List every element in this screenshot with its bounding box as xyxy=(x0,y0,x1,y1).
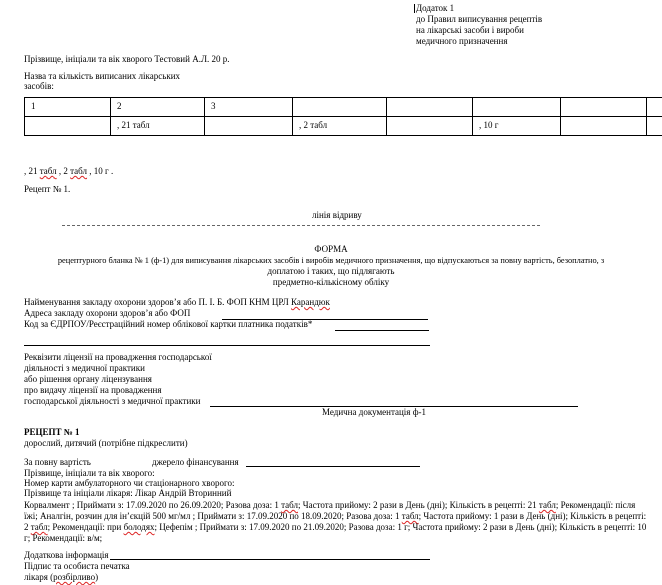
medical-documentation: Медична документація ф-1 xyxy=(322,407,427,417)
table-cell xyxy=(293,98,387,117)
table-cell: , 10 г xyxy=(473,117,561,136)
signature-label: Підпис та особиста печатка xyxy=(24,561,130,571)
institution-code: Код за ЄДРПОУ/Реєстраційний номер облікової картки платника податків* xyxy=(24,319,313,329)
annex-line-4: медичного призначення xyxy=(416,36,508,46)
table-cell: , 21 табл xyxy=(111,117,205,136)
table-row xyxy=(25,117,662,136)
prescription-details: Корвалмент ; Приймати з: 17.09.2020 по 26.09.2020; Разова доза: 1 табл; Частота прийому: 2 рази в День (дні); Кількість в рецепті: 21 табл; Рекомендації: після їжі; Аналгін, розчин для ін’єкцій 500 мг/мл ; Приймати з: 17.09.2020 по 18.09.2020; Разова доза: 1 табл; Частота прийому: 1 рази в День (дні); Кількість в рецепті: 2 табл; Рекомендації: при болодях; Цефепім ; Приймати з: 17.09.2020 по 21.09.2020; Разова доза: 1 г; Частота прийому: 2 рази в День (дні); Кількість в рецепті: 10 г; Рекомендації: в/м; xyxy=(24,500,647,543)
table-cell: 2 xyxy=(111,98,205,117)
additional-info: Додаткова інформація xyxy=(24,550,109,560)
license-line-5: господарської діяльності з медичної практики xyxy=(24,396,201,406)
table-cell xyxy=(647,117,662,136)
table-cell xyxy=(25,117,111,136)
table-cell xyxy=(561,98,647,117)
table-cell xyxy=(561,117,647,136)
license-line-4: про видачу ліцензії на провадження xyxy=(24,385,162,395)
table-cell: 3 xyxy=(205,98,293,117)
institution-name: Найменування закладу охорони здоров’я або П. І. Б. ФОП КНМ ЦРЛ Карандюк xyxy=(24,297,330,307)
form-subtitle-1: рецептурного бланка № 1 (ф-1) для виписування лікарських засобів і виробів медичного призначення, що відпускаються за повну вартість, безоплатно, з xyxy=(57,256,605,265)
form-subtitle-3: предметно-кількісному обліку xyxy=(272,277,390,287)
recipe-patient: Прізвище, ініціали та вік хворого: xyxy=(24,468,155,478)
drugs-summary: , 21 табл , 2 табл , 10 г . xyxy=(24,166,114,176)
funding-source-label: джерело фінансування xyxy=(152,457,239,467)
table-cell xyxy=(473,98,561,117)
code-underline-2 xyxy=(24,345,430,346)
doctor-legible: лікаря (розбірливо) xyxy=(24,572,99,582)
table-cell xyxy=(387,117,473,136)
annex-line-1: Додаток 1 xyxy=(416,3,455,13)
table-cell xyxy=(647,98,662,117)
license-line-1: Реквізити ліцензії на провадження господарської xyxy=(24,352,212,362)
table-row xyxy=(25,98,662,117)
additional-info-underline xyxy=(110,559,430,560)
license-line-3: або рішення органу ліцензування xyxy=(24,374,152,384)
table-cell xyxy=(387,98,473,117)
recipe-number: Рецепт № 1. xyxy=(24,184,71,194)
text-cursor xyxy=(414,4,415,13)
funding-underline xyxy=(246,466,420,467)
drugs-heading-2: засобів: xyxy=(24,81,54,91)
recipe-age: дорослий, дитячий (потрібне підкреслити) xyxy=(24,438,188,448)
table-cell xyxy=(205,117,293,136)
recipe-doctor: Прізвище та ініціали лікаря: Лікар Андрій Вторинний xyxy=(24,488,232,498)
form-title: ФОРМА xyxy=(314,244,348,254)
form-subtitle-2: доплатою і таких, що підлягають xyxy=(267,266,395,276)
tear-line-label: лінія відриву xyxy=(312,210,362,220)
annex-line-3: на лікарські засоби і вироби xyxy=(416,25,524,35)
drugs-heading-1: Назва та кількість виписаних лікарських xyxy=(24,71,181,81)
tear-line xyxy=(62,225,540,226)
table-cell: 1 xyxy=(25,98,111,117)
recipe-title: РЕЦЕПТ № 1 xyxy=(24,427,80,437)
recipe-card-number: Номер карти амбулаторного чи стаціонарного хворого: xyxy=(24,478,235,488)
code-underline xyxy=(335,330,429,331)
drugs-table xyxy=(24,97,662,136)
table-cell: , 2 табл xyxy=(293,117,387,136)
full-cost-label: За повну вартість xyxy=(24,457,91,467)
annex-line-2: до Правил виписування рецептів xyxy=(416,14,543,24)
patient-line: Прізвище, ініціали та вік хворого Тестовий А.Л. 20 р. xyxy=(24,54,230,64)
license-line-2: діяльності з медичної практики xyxy=(24,363,145,373)
institution-address: Адреса закладу охорони здоров’я або ФОП xyxy=(24,308,191,318)
